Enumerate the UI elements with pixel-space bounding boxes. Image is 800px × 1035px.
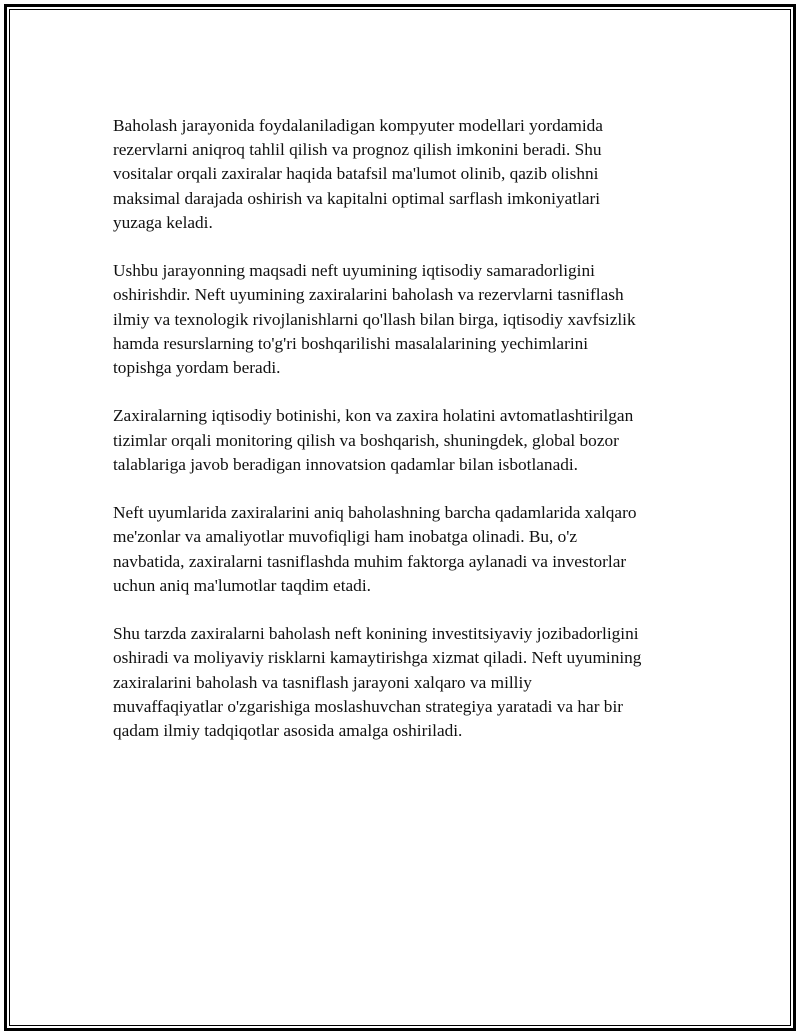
- paragraph-2: [113, 259, 703, 380]
- line: vositalar orqali zaxiralar haqida batafsil ma'lumot olinib, qazib olishni: [113, 164, 599, 184]
- line: Neft uyumlarida zaxiralarini aniq baholashning barcha qadamlarida xalqaro: [113, 503, 637, 523]
- line: oshiradi va moliyaviy risklarni kamaytirishga xizmat qiladi. Neft uyumining: [113, 648, 642, 668]
- line: navbatida, zaxiralarni tasniflashda muhim faktorga aylanadi va investorlar: [113, 551, 627, 571]
- line: topishga yordam beradi.: [113, 358, 281, 378]
- line: Zaxiralarning iqtisodiy botinishi, kon va zaxira holatini avtomatlashtirilgan: [113, 406, 634, 426]
- line: hamda resurslarning to'g'ri boshqarilishi masalalarining yechimlarini: [113, 333, 589, 353]
- line: maksimal darajada oshirish va kapitalni optimal sarflash imkoniyatlari: [113, 188, 601, 208]
- paragraph-4: [113, 501, 703, 598]
- line: talablariga javob beradigan innovatsion qadamlar bilan isbotlanadi.: [113, 454, 579, 474]
- document-body: [113, 114, 703, 767]
- line: me'zonlar va amaliyotlar muvofiqligi ham inobatga olinadi. Bu, o'z: [113, 527, 578, 547]
- line: ilmiy va texnologik rivojlanishlarni qo'llash bilan birga, iqtisodiy xavfsizlik: [113, 309, 636, 329]
- line: Shu tarzda zaxiralarni baholash neft konining investitsiyaviy jozibadorligini: [113, 624, 639, 644]
- line: yuzaga keladi.: [113, 212, 213, 232]
- line: uchun aniq ma'lumotlar taqdim etadi.: [113, 575, 371, 595]
- line: qadam ilmiy tadqiqotlar asosida amalga oshiriladi.: [113, 721, 463, 741]
- line: oshirishdir. Neft uyumining zaxiralarini baholash va rezervlarni tasniflash: [113, 285, 624, 305]
- line: muvaffaqiyatlar o'zgarishiga moslashuvchan strategiya yaratadi va har bir: [113, 696, 623, 716]
- line: Ushbu jarayonning maqsadi neft uyumining iqtisodiy samaradorligini: [113, 261, 595, 281]
- line: zaxiralarini baholash va tasniflash jarayoni xalqaro va milliy: [113, 672, 532, 692]
- line: Baholash jarayonida foydalaniladigan kompyuter modellari yordamida: [113, 116, 603, 135]
- paragraph-1: [113, 114, 703, 235]
- paragraph-3: [113, 404, 703, 477]
- line: tizimlar orqali monitoring qilish va boshqarish, shuningdek, global bozor: [113, 430, 619, 450]
- line: rezervlarni aniqroq tahlil qilish va prognoz qilish imkonini beradi. Shu: [113, 140, 602, 160]
- paragraph-5: [113, 622, 703, 743]
